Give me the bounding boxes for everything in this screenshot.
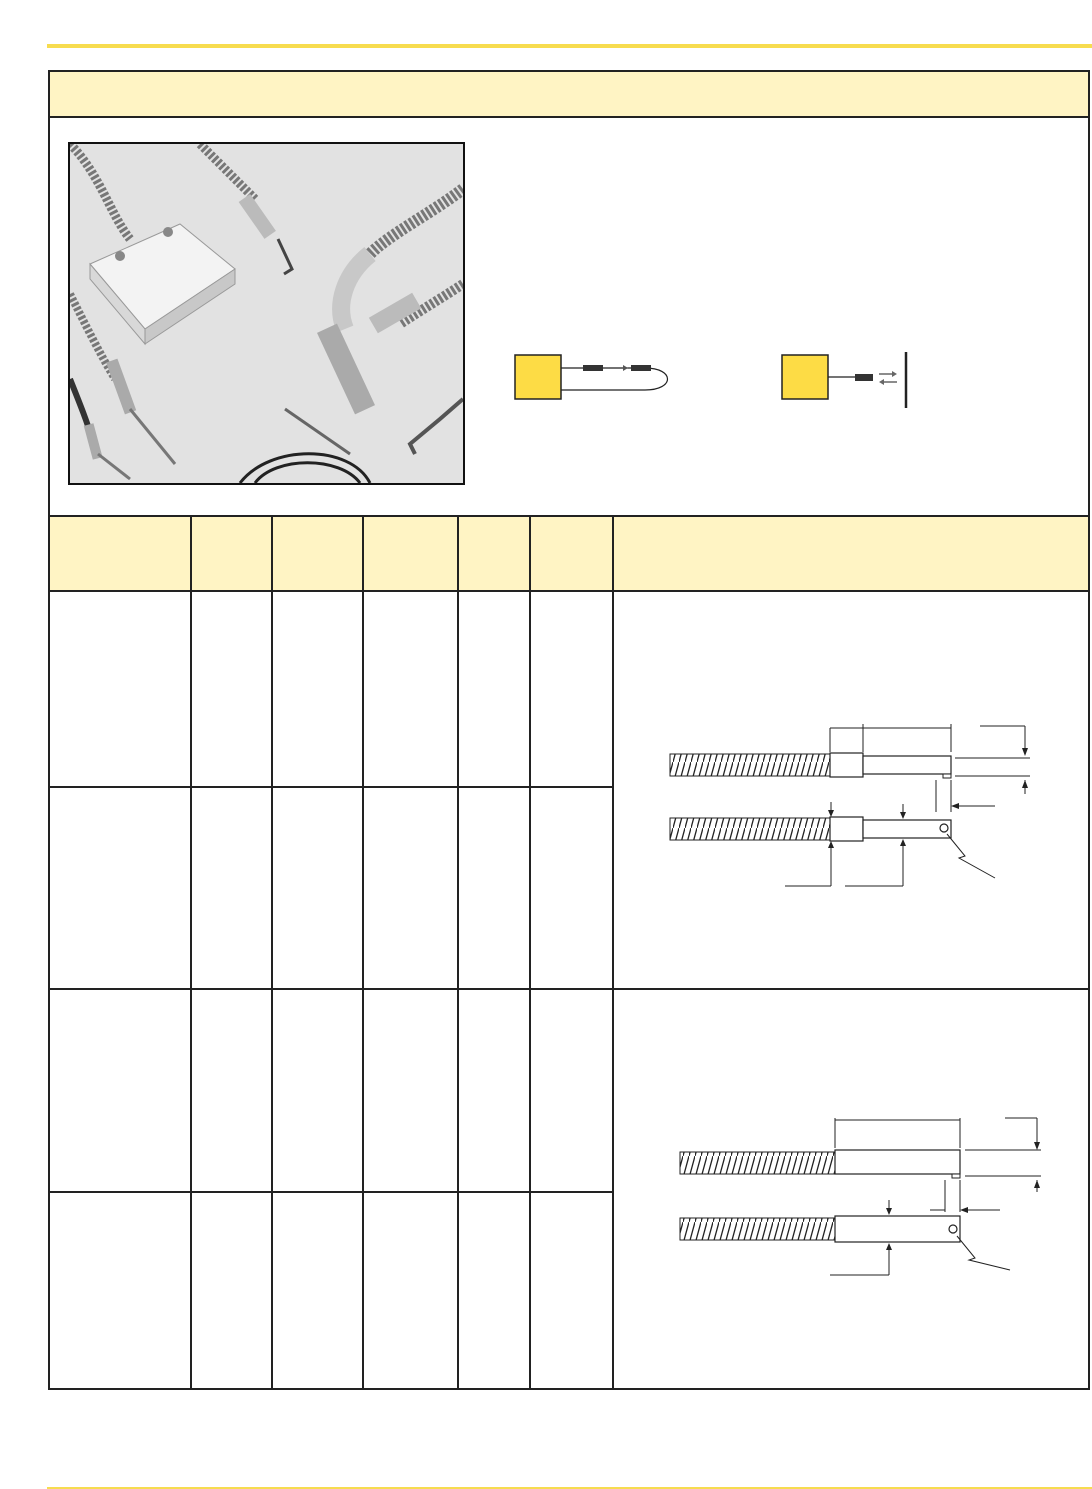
column-divider	[612, 515, 614, 1390]
product-photo	[68, 142, 465, 485]
section-title-bar	[48, 70, 1090, 118]
fiber-mode-schematics	[495, 340, 925, 420]
column-divider	[362, 515, 364, 1390]
column-divider	[190, 515, 192, 1390]
diffuse-fiber-mode-icon	[782, 352, 906, 408]
column-divider	[529, 515, 531, 1390]
row-divider	[48, 1191, 614, 1193]
column-divider	[271, 515, 273, 1390]
row-group-divider	[48, 988, 1090, 990]
right-angle-tip-fiber-drawing	[655, 718, 1035, 898]
right-angle-flat-tip-fiber-drawing	[665, 1112, 1045, 1287]
top-accent-line	[47, 44, 1092, 48]
fiber-optic-assemblies-photo	[70, 144, 463, 483]
row-divider	[48, 786, 614, 788]
table-header	[48, 515, 1090, 592]
column-divider	[457, 515, 459, 1390]
opposed-fiber-mode-icon	[515, 355, 668, 399]
